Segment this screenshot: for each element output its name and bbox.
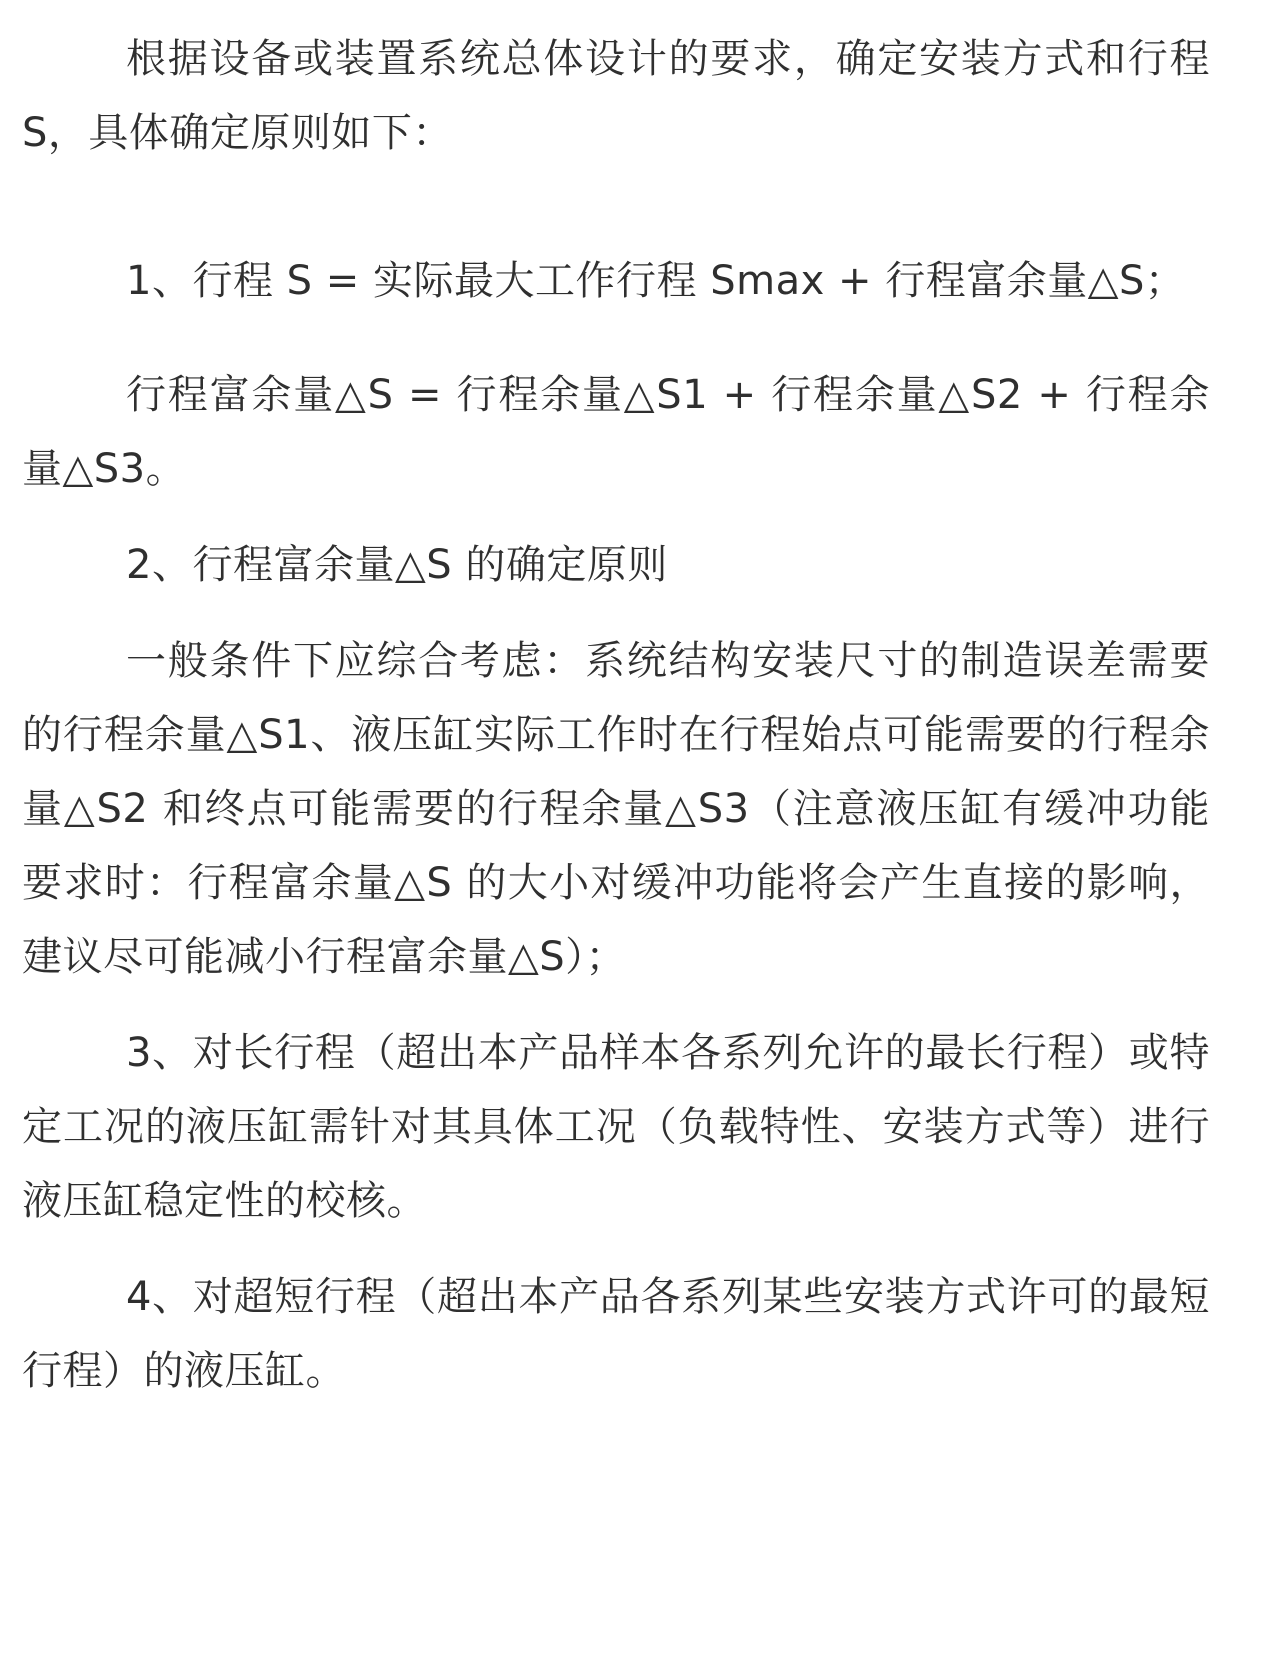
- paragraph-item-2-detail: 一般条件下应综合考虑：系统结构安装尺寸的制造误差需要的行程余量△S1、液压缸实际工作时在行程始点可能需要的行程余量△S2 和终点可能需要的行程余量△S3（注意液压缸有缓冲功能要求时：行程富余量△S 的大小对缓冲功能将会产生直接的影响，建议尽可能减小行程富余量△S）；: [22, 638, 1210, 980]
- paragraph-item-3: 3、对长行程（超出本产品样本各系列允许的最长行程）或特定工况的液压缸需针对其具体工况（负载特性、安装方式等）进行液压缸稳定性的校核。: [22, 1030, 1210, 1224]
- paragraph-item-1: 1、行程 S = 实际最大工作行程 Smax + 行程富余量△S；: [126, 258, 1186, 304]
- paragraph-item-1-detail: 行程富余量△S = 行程余量△S1 + 行程余量△S2 + 行程余量△S3。: [22, 372, 1210, 492]
- document-body: [22, 22, 1210, 1408]
- paragraph-item-4: 4、对超短行程（超出本产品各系列某些安装方式许可的最短行程）的液压缸。: [22, 1274, 1210, 1394]
- paragraph-intro: 根据设备或装置系统总体设计的要求，确定安装方式和行程 S，具体确定原则如下：: [22, 36, 1210, 156]
- paragraph-item-2: 2、行程富余量△S 的确定原则: [126, 542, 668, 588]
